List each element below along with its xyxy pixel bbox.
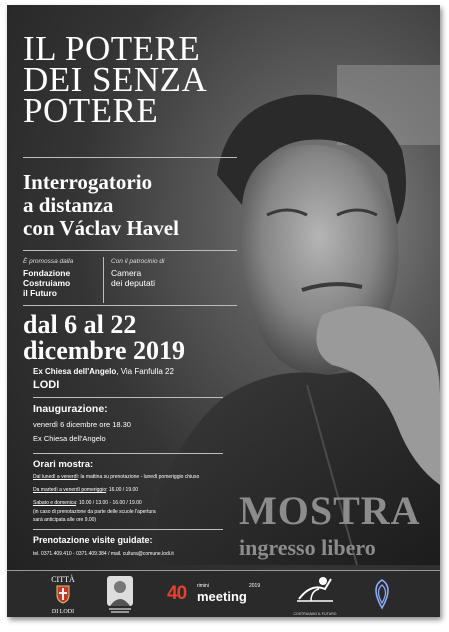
hours-line-1-text: : la mattina su prenotazione - lunedì pomeriggio chiuso xyxy=(77,474,200,480)
futuro-figure-icon xyxy=(291,573,339,607)
citta-bottom-text: DI LODI xyxy=(51,609,75,615)
divider-dates xyxy=(23,305,237,306)
inauguration-where: Ex Chiesa dell'Angelo xyxy=(33,434,106,443)
mostra-label: MOSTRA xyxy=(239,488,421,533)
portrait-seal-logo xyxy=(105,574,135,614)
hours-line-4: (in caso di prenotazione da parte delle scuole l'apertura xyxy=(33,509,156,515)
hours-line-3-days: Sabato e domenica xyxy=(33,500,77,506)
venue-address xyxy=(33,367,174,376)
hours-line-3-text: : 10.00 / 13.00 - 16.00 / 19.00 xyxy=(76,500,142,506)
venue-name: Ex Chiesa dell'Angelo xyxy=(33,367,117,376)
divider-hours xyxy=(33,453,223,454)
portrait-seal-icon xyxy=(105,574,135,614)
promoted-org-3: il Futuro xyxy=(23,288,57,298)
promoted-by xyxy=(23,257,73,298)
title-line-2: DEI SENZA xyxy=(23,60,208,99)
subtitle xyxy=(23,171,179,240)
poster-title xyxy=(23,29,208,130)
camera-emblem-icon xyxy=(367,577,397,611)
rimini-meeting-logo xyxy=(167,583,267,607)
inauguration-when: venerdì 6 dicembre ore 18.30 xyxy=(33,420,131,429)
patronage-org-1: Camera xyxy=(111,268,142,278)
promoted-label: È promossa dalla xyxy=(23,258,74,265)
meeting-year: 2019 xyxy=(249,583,261,589)
hours-line-5: sarà anticipata alle ore 9.00) xyxy=(33,517,97,523)
costruiamo-futuro-logo xyxy=(291,573,339,615)
meeting-40-mark: 40 xyxy=(167,583,187,604)
promoted-org-1: Fondazione xyxy=(23,268,71,278)
divider-middle xyxy=(23,250,237,251)
divider-inauguration xyxy=(33,397,223,398)
lodi-crest-icon xyxy=(55,584,71,604)
hours-line-1 xyxy=(33,474,199,480)
subtitle-line-1: Interrogatorio xyxy=(23,170,153,194)
venue-street: , Via Fanfulla 22 xyxy=(116,367,174,376)
booking-heading: Prenotazione visite guidate: xyxy=(33,535,153,545)
hours-line-1-days: Dal lunedì a venerdì xyxy=(33,474,78,480)
exhibition-dates xyxy=(23,312,185,364)
patronage-label: Con il patrocinio di xyxy=(111,258,165,265)
futuro-text: COSTRUIAMO IL FUTURO xyxy=(293,612,337,616)
citta-top-text: CITTÀ xyxy=(51,575,75,584)
dates-line-2: dicembre 2019 xyxy=(23,336,185,365)
sponsor-footer xyxy=(7,570,440,617)
hours-line-2-days: Da martedì a venerdì pomeriggio xyxy=(33,487,107,493)
patronage-org-2: dei deputati xyxy=(111,278,155,288)
venue-city: LODI xyxy=(33,379,60,391)
free-entry-label: ingresso libero xyxy=(239,535,376,560)
hours-line-2-text: : 16.00 / 19.00 xyxy=(106,487,139,493)
dates-line-1: dal 6 al 22 xyxy=(23,310,137,339)
title-line-1: IL POTERE xyxy=(23,29,201,68)
hours-line-2 xyxy=(33,487,138,493)
promoted-org-2: Costruiamo xyxy=(23,278,71,288)
meeting-word: meeting xyxy=(197,589,247,604)
hours-line-3 xyxy=(33,500,142,506)
hours-heading: Orari mostra: xyxy=(33,459,94,470)
citta-di-lodi-logo xyxy=(45,575,81,615)
divider-top xyxy=(23,157,237,158)
subtitle-line-2: a distanza xyxy=(23,193,114,217)
divider-booking xyxy=(33,529,223,530)
booking-contacts: tel. 0371.409.410 - 0371.409.384 / mail. cultura@comune.lodi.it xyxy=(33,551,174,557)
inauguration-heading: Inaugurazione: xyxy=(33,403,108,415)
meeting-rimini-text: rimini xyxy=(197,583,209,589)
poster xyxy=(7,5,440,617)
subtitle-line-3: con Václav Havel xyxy=(23,216,179,240)
title-line-3: POTERE xyxy=(23,91,159,130)
camera-deputati-logo xyxy=(367,577,397,611)
patronage xyxy=(111,257,164,288)
promo-separator xyxy=(103,257,104,303)
